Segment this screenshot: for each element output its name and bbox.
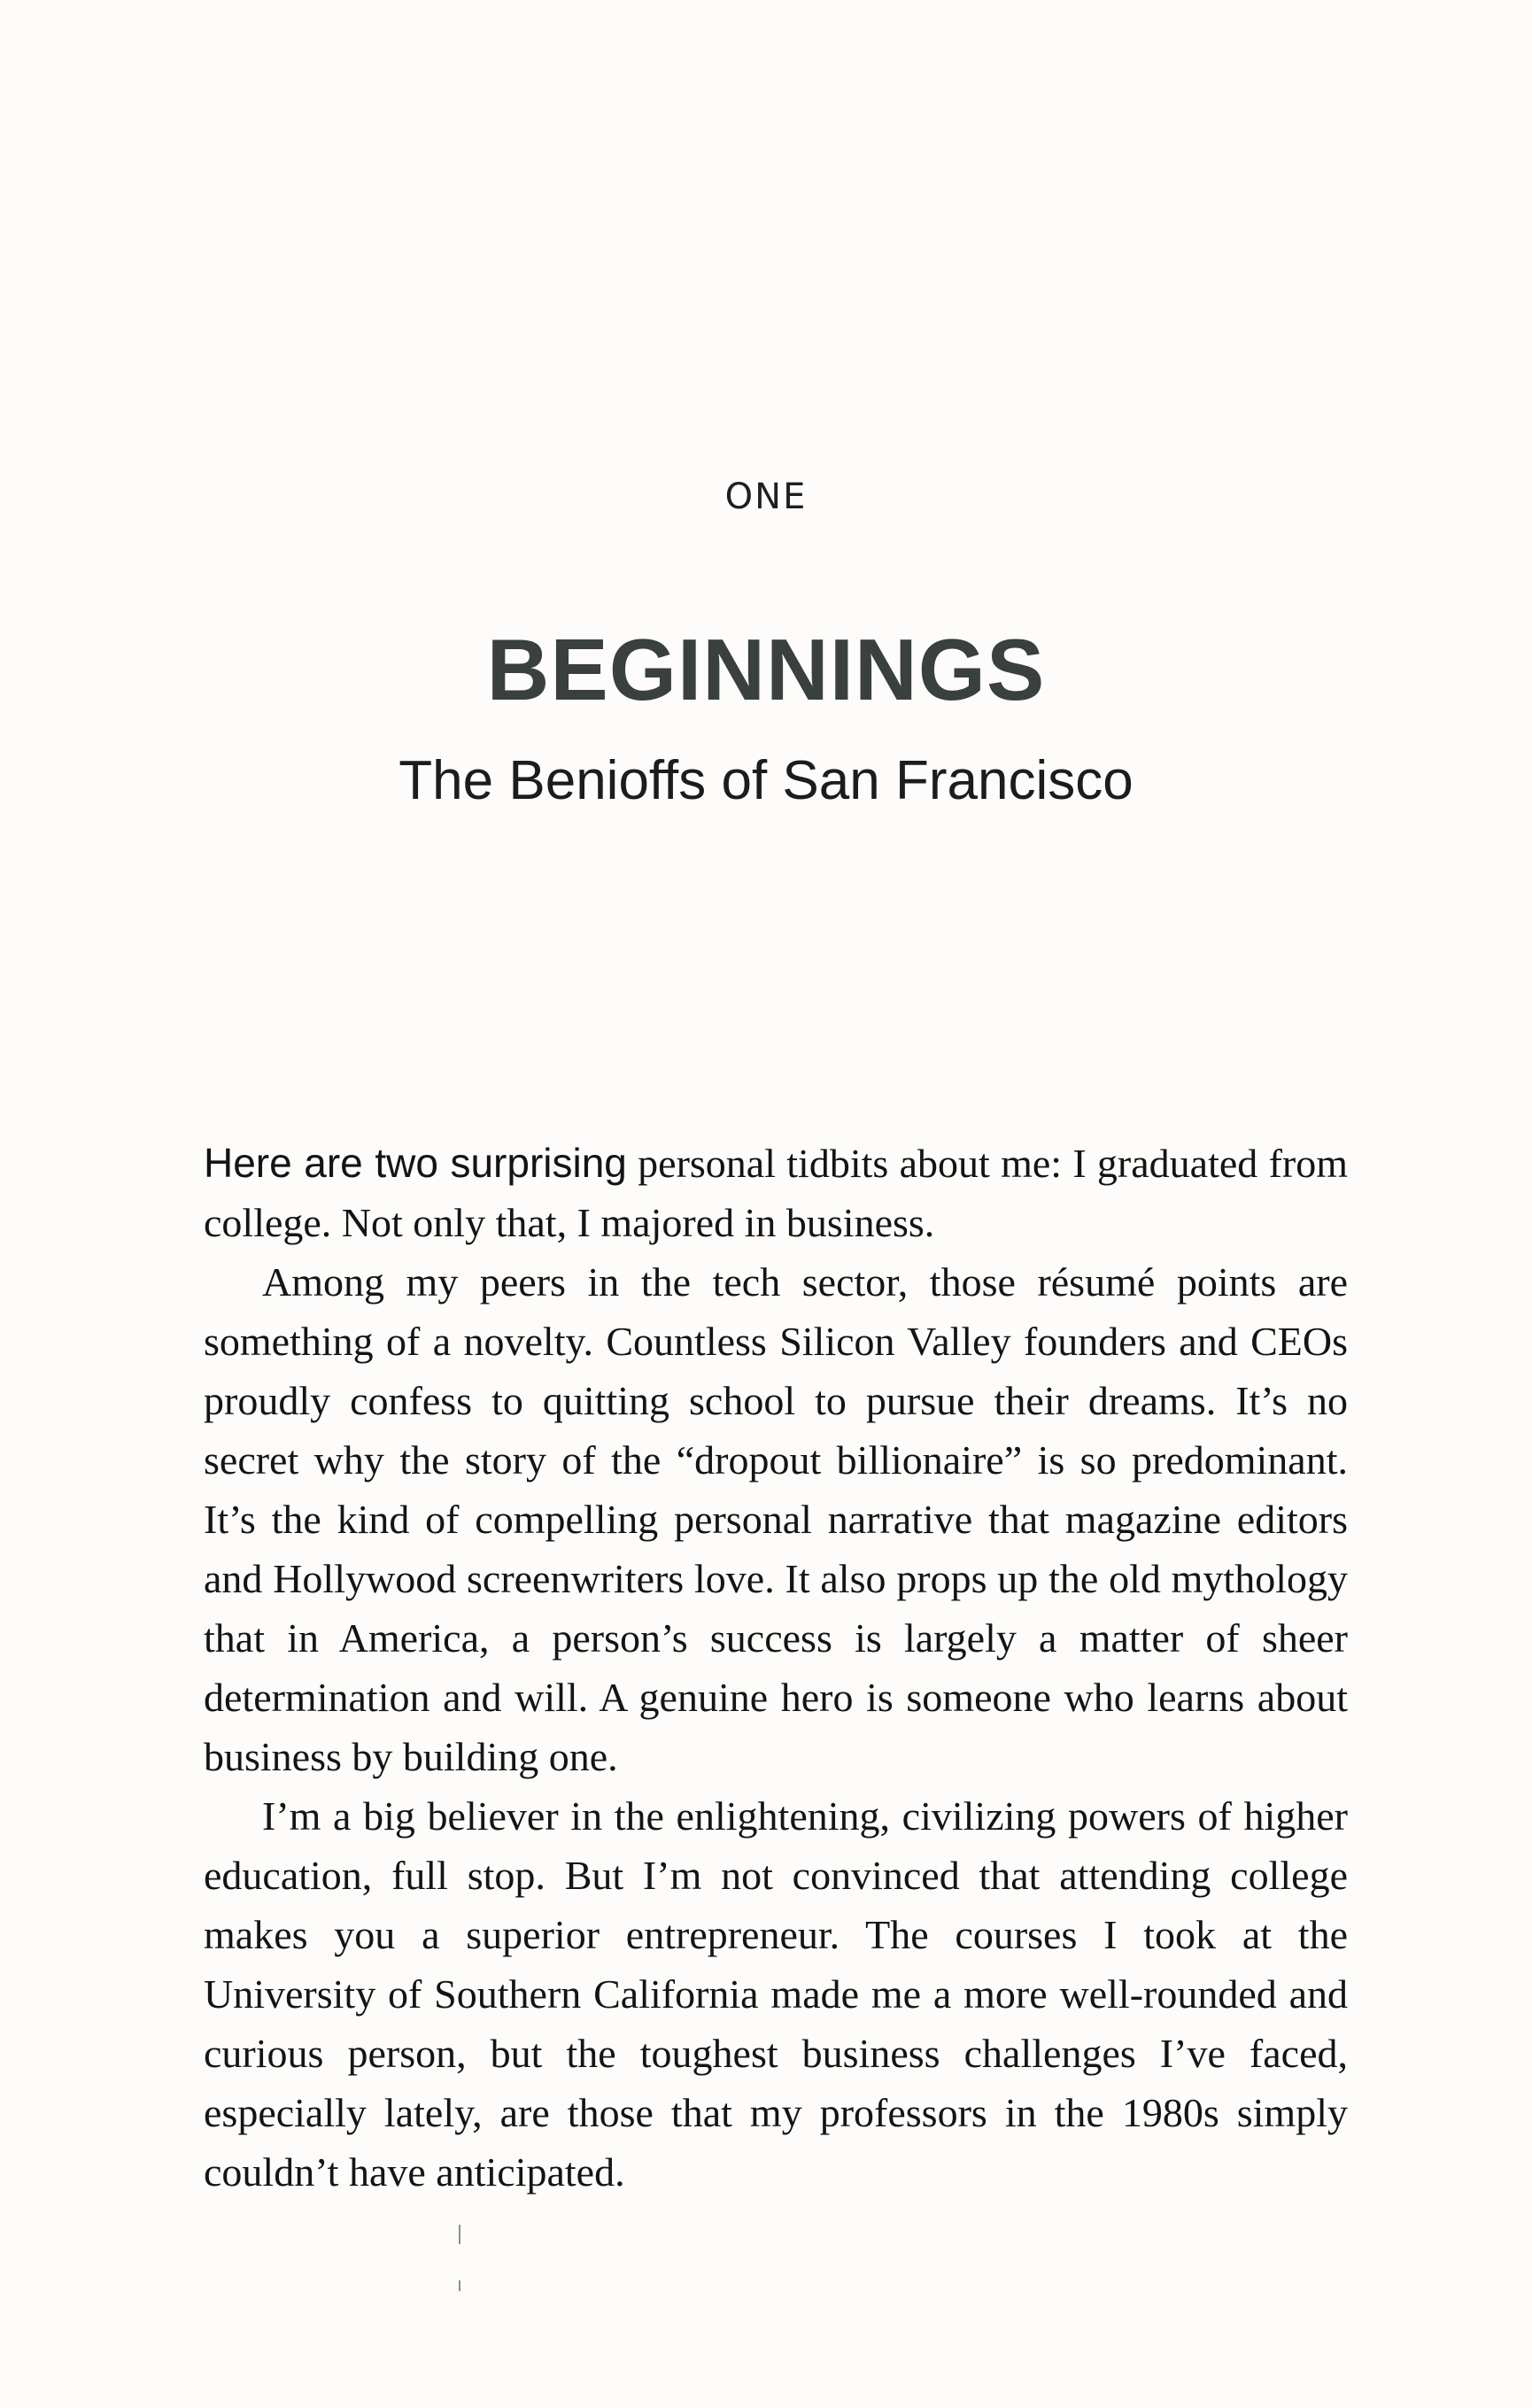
paragraph-1 <box>204 1134 1348 1252</box>
paragraph-1-rest: personal tidbits about me: I graduated from college. Not only that, I majored in business. <box>204 1141 1348 1245</box>
scan-speck <box>459 2225 460 2244</box>
paragraph-3: I’m a big believer in the enlightening, civilizing powers of higher education, full stop. But I’m not convinced that attending college makes you a superior entrepreneur. The courses I took at the University of Southern California made me a more well-rounded and curious person, but the toughest business challenges I’ve faced, especially lately, are those that my professors in the 1980s simply couldn’t have anticipated. <box>204 1793 1348 2195</box>
scan-speck <box>459 2280 460 2291</box>
paragraph-2: Among my peers in the tech sector, those résumé points are something of a novelty. Countless Silicon Valley founders and CEOs proudly confess to quitting school to pursue their dreams. It’s no secret why the story of the “dropout billionaire” is so predominant. It’s the kind of compelling personal narrative that magazine editors and Hollywood screenwriters love. It also props up the old mythology that in America, a person’s success is largely a matter of sheer determination and will. A genuine hero is someone who learns about business by building one. <box>204 1259 1348 1779</box>
chapter-subtitle: The Benioffs of San Francisco <box>398 750 1134 811</box>
body-text <box>204 1134 1348 2202</box>
chapter-title: BEGINNINGS <box>486 621 1046 718</box>
lead-in: Here are two surprising <box>204 1140 627 1186</box>
chapter-number: ONE <box>724 476 808 517</box>
